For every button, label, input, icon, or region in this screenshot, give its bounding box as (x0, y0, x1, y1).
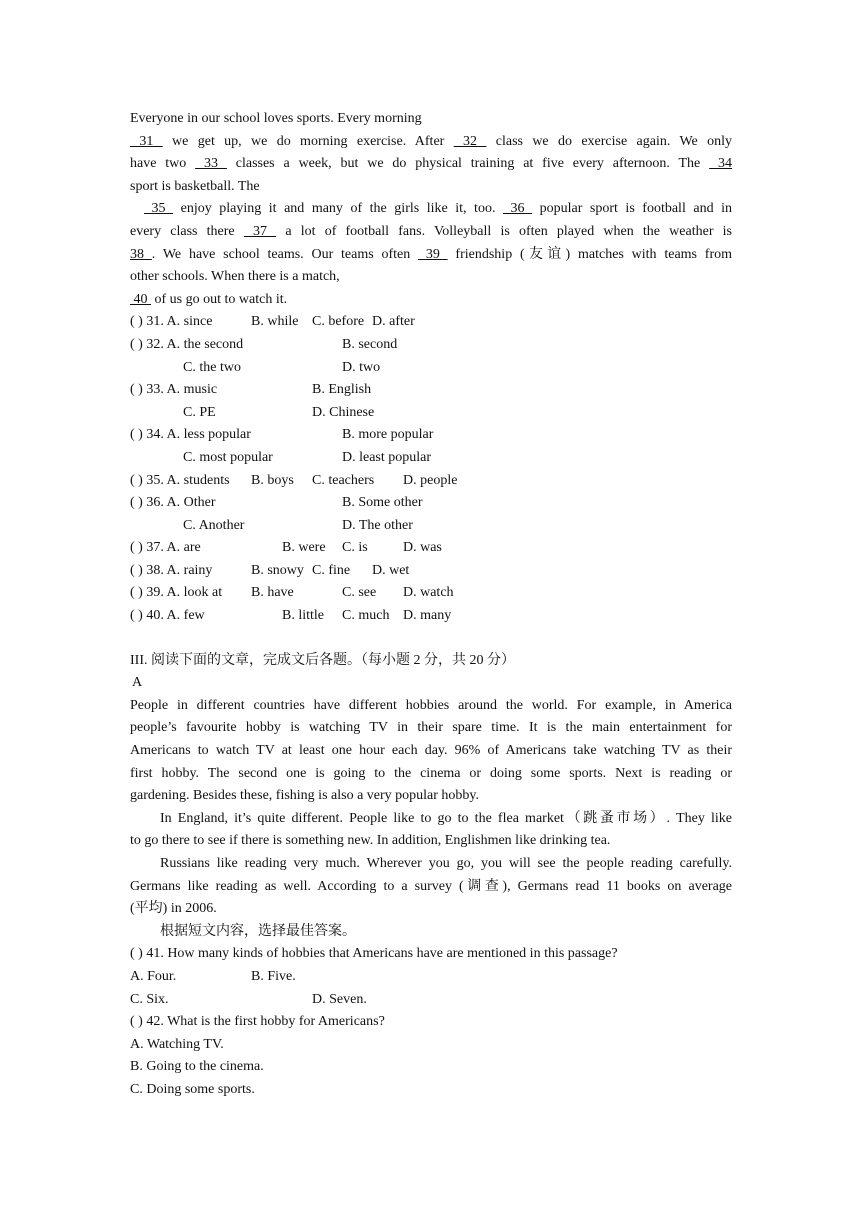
passage-p1-line-2: people’s favourite hobby is watching TV in their spare time. It is the main entertainment for (130, 720, 732, 736)
question-40: ( ) 40. A. few B. little C. much D. many (130, 608, 452, 624)
blank-36: 36 (502, 201, 533, 217)
question-32-cont: C. the two D. two (183, 359, 381, 375)
blank-31: 31 (130, 133, 163, 149)
cloze-line-5: 35 enjoy playing it and many of the girls like it, too. 36 popular sport is football and in (144, 201, 732, 217)
question-42: ( ) 42. What is the first hobby for Americans? (130, 1014, 385, 1030)
cloze-line-4: sport is basketball. The (130, 178, 260, 194)
question-34-cont: C. most popular D. least popular (183, 449, 432, 465)
blank-35: 35 (144, 201, 174, 217)
question-42-option-a: A. Watching TV. (130, 1036, 224, 1052)
question-35: ( ) 35. A. students B. boys C. teachers D. people (130, 472, 458, 488)
passage-p1-line-3: Americans to watch TV at least one hour each day. 96% of Americans take watching TV as their (130, 743, 732, 759)
cloze-line-8: other schools. When there is a match, (130, 269, 340, 285)
blank-33: 33 (195, 156, 227, 172)
question-41-options-cd: C. Six. D. Seven. (130, 991, 367, 1007)
passage-p2-line-1: In England, it’s quite different. People like to go to the flea market（跳蚤市场）. They like (160, 810, 732, 826)
blank-32: 32 (453, 133, 487, 149)
passage-p3-line-2: Germans like reading as well. According to a survey (调查), Germans read 11 books on average (130, 878, 732, 894)
passage-p1-line-1: People in different countries have different hobbies around the world. For example, in America (130, 697, 732, 713)
question-33: ( ) 33. A. music B. English (130, 382, 372, 398)
passage-p3-line-1: Russians like reading very much. Wherever you go, you will see the people reading carefully. (160, 856, 732, 871)
question-41-options-ab: A. Four. B. Five. (130, 968, 296, 984)
cloze-line-3: have two 33 classes a week, but we do physical training at five every afternoon. The 34 (130, 156, 732, 172)
blank-37: 37 (243, 223, 277, 239)
part-label: A (132, 675, 143, 691)
cloze-line-9: 40 of us go out to watch it. (130, 291, 288, 307)
question-31: ( ) 31. A. since B. while C. before D. after (130, 314, 415, 330)
question-42-option-b: B. Going to the cinema. (130, 1059, 264, 1075)
blank-39: 39 (418, 246, 448, 262)
question-38: ( ) 38. A. rainy B. snowy C. fine D. wet (130, 562, 410, 578)
blank-40: 40 (130, 291, 151, 307)
section-heading: III. 阅读下面的文章，完成文后各题。（每小题 2 分，共 20 分） (130, 652, 515, 668)
section-gap (130, 628, 732, 650)
blank-34: 34 (709, 156, 732, 172)
question-42-option-c: C. Doing some sports. (130, 1081, 255, 1097)
question-33-cont: C. PE D. Chinese (183, 404, 375, 420)
passage-p3-line-3: (平均) in 2006. (130, 901, 217, 917)
cloze-line-2: 31 we get up, we do morning exercise. After 32 class we do exercise again. We only (130, 133, 732, 149)
question-34: ( ) 34. A. less popular B. more popular (130, 427, 434, 443)
question-36-cont: C. Another D. The other (183, 517, 413, 533)
cloze-line-1: Everyone in our school loves sports. Every morning (130, 111, 422, 126)
instruction: 根据短文内容，选择最佳答案。 (160, 923, 356, 939)
cloze-line-6: every class there 37 a lot of football fans. Volleyball is often played when the weather is (130, 223, 732, 239)
cloze-line-7: 38 . We have school teams. Our teams often 39 friendship (友谊) matches with teams from (130, 246, 732, 262)
question-41: ( ) 41. How many kinds of hobbies that Americans have are mentioned in this passage? (130, 946, 618, 962)
document-page (130, 108, 732, 1102)
passage-p1-line-5: gardening. Besides these, fishing is also a very popular hobby. (130, 788, 480, 804)
question-37: ( ) 37. A. are B. were C. is D. was (130, 540, 442, 556)
question-32: ( ) 32. A. the second B. second (130, 336, 398, 352)
question-36: ( ) 36. A. Other B. Some other (130, 495, 423, 511)
blank-38: 38 (130, 246, 152, 262)
passage-p1-line-4: first hobby. The second one is going to the cinema or doing some sports. Next is reading or (130, 765, 732, 781)
passage-p2-line-2: to go there to see if there is something new. In addition, Englishmen like drinking tea. (130, 833, 611, 849)
question-39: ( ) 39. A. look at B. have C. see D. watch (130, 585, 454, 601)
